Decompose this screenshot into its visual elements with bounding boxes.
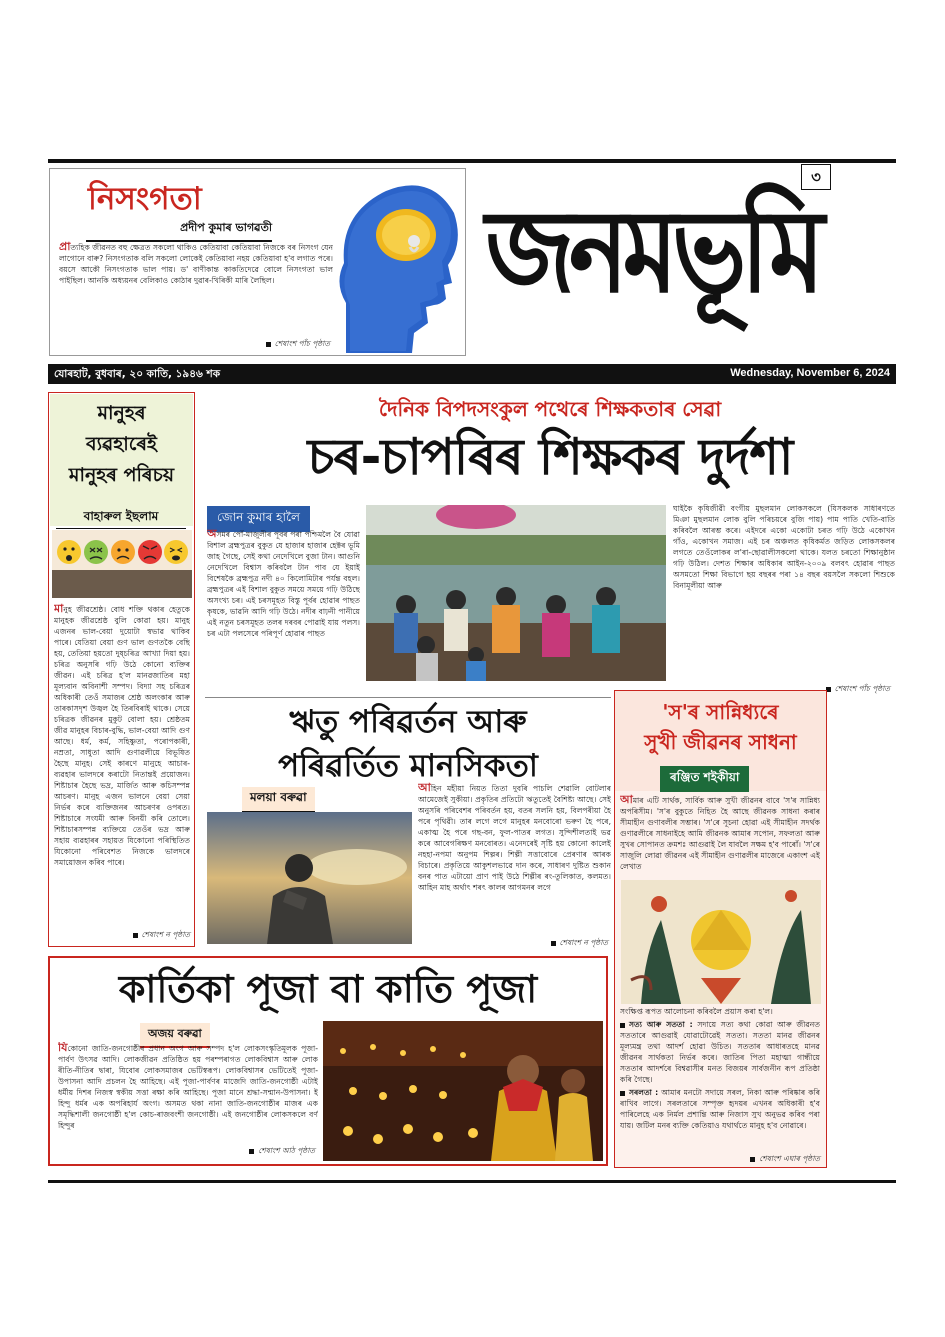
head-illustration [336, 173, 464, 353]
teaser-author-name: প্ৰদীপ কুমাৰ ভাগৱতী [180, 221, 272, 234]
right-contd-text: শেষাংশ এঘাৰ পৃষ্ঠাত [759, 1154, 820, 1163]
lead-divider [205, 697, 611, 698]
teaser-title: নিসংগতা [88, 181, 202, 217]
lead-body-left [207, 528, 360, 686]
right-illustration [621, 880, 821, 1004]
emoji-faces-image [52, 530, 192, 598]
teaser-body [59, 241, 333, 341]
page-number: ৩ [811, 168, 821, 186]
left-title-line-3: মানুহৰ পৰিচয় [68, 464, 175, 486]
p2-label: সৰলতা : [629, 1088, 659, 1097]
second-byline [242, 786, 315, 813]
right-text-top: মাৰ এটি সাৰ্থক, সাৰ্বিক আৰু সুখী জীৱনৰ বাবে 'স'ৰ সান্নিধ্য অপৰিসীম। 'স'ৰ বুকুতে নিহিত হৈ আছে জীৱনক সাধনা কৰাৰ সীমাহীন গুণাবলীৰ সম্ভাৰ। 'স'ৰে সূচনা হোৱা এই সীমাহীন সদৰ্থক গুণাৱলীৰে সাধনাইহে আমি জীৱনক আমাৰ সপোন, সফলতা আৰু সুখৰ সোপানত ক্ৰমশঃ আগুৱাই লৈ যাবলৈ সক্ষম হ'ব পাৰোঁ। 'স'ৰে সাজুলি লোৱা জীৱনৰ এই সীমাহীন গুণাৱলীৰ মাজেৰে একাংশ এই লেখাত [620, 796, 820, 871]
left-contd [60, 930, 190, 942]
second-body [418, 782, 611, 934]
right-contd [680, 1154, 820, 1166]
second-headline-line-1: ঋতু পৰিৱৰ্তন আৰু [289, 704, 527, 740]
bottom-rule [48, 1180, 896, 1183]
teaser-contd-text: শেষাংশ পাঁচ পৃষ্ঠাত [274, 339, 330, 348]
left-title [50, 398, 193, 491]
second-text: হিন মহীয়া নিয়ত তিতা দুবৰি পাচলি শেৱালি বোটলাৰ আমেজেই সুকীয়া। প্ৰকৃতিৰ প্ৰতিটো ঋতুতেই বৈশিষ্ট্য আছে। সেই অনুসৰি পৰিবেশৰ পৰিবৰ্তন হয়, বতৰ সলনি হয়, বিলপৰীয়া হৈ পৰে পৃথিৱী। তাৰ লগে লগে মানুহৰ মনবোৰো ভৰুণ হৈ পৰে, একাত্ম হৈ পৰে গছ-বন, ফুল-পাতৰ লগত। সুন্দিশীলতাই ভৱ কৰে আবেগৰিক্ষণ মনবোৰত। এনেদৰেই সৃষ্টি হয় কোনো কালেই নহহা-নপমা অনুপম শিল্পৰ। শিল্পী সত্তাবোৰে প্ৰেৰণাৰ আৰক বিচাৰে। প্ৰকৃতিয়ে আকুশলভাৱে দান কৰে, সাধাৰণ দুষ্টিত শুকান বনৰ পাত এটায়ো প্ৰাণ পাই উঠে শিল্পীৰ ৰং-তুলিকাত, কলমত। আহিন মাহ অৰ্থাৎ শৰৎ কালৰ আগমনৰ লগে [418, 784, 611, 892]
right-body-top [620, 794, 820, 876]
lead-text-right: ঘাইকৈ কৃষিজীৱী বংগীয় মুছলমান লোকসকলে (যিসকলক সাধাৰণতে মিঞা মুছলমান লোক বুলি পৰিচয়ৰে বুজি পায়) পাম পাতি খেতি-বাতি কৰিবলৈ আৰম্ভ কৰে। এইদৰে একো একোটা চৰত গঢ়ি উঠে একোখন গাঁও, একোখন সমাজ। এই চৰ অঞ্চলত কৃষিকৰ্মত জড়িত লোকসকলৰ লগতে তেওঁলোকৰ ল'ৰা-ছোৱালীসকলো থাকে। যলত চৰতো শিক্ষানুষ্ঠান গঢ়ি উঠিল। দেশত শিক্ষাৰ অধিকাৰ আইন-২০০৯ বলবৎ হোৱাৰ পাছত অসমতো শিক্ষা বিভাগে ছয় বছৰৰ পৰা ১৪ বছৰ বয়সলৈ সকলো শিশুকে বিনামূলীয়া আৰু [673, 504, 895, 590]
lead-body-right [673, 503, 895, 675]
left-contd-text: শেষাংশ ন পৃষ্ঠাত [141, 930, 190, 939]
lead-photo [366, 505, 666, 681]
p1-label: সত্য আৰু সততা : [629, 1020, 693, 1029]
second-contd [470, 938, 608, 950]
lead-text-left: সমৰ পোঁ-মাজুলীৰ পূবৰ পৰা পশ্চিমলৈ বৈ যোৱা বিশাল ব্ৰহ্মপুত্ৰৰ বুকুত যে হাজাৰ হাজাৰ হেক্টৰ ভূমি জাহ গৈছে, সেই কথা নেদেখিলে বুজা টান। আগুনি নেদেখিলে বিশ্বাস কৰিবলৈ টান পাব যে ইয়াই বিশেষকৈ ব্ৰহ্মপুত্ৰ নদী ৪০ কিলোমিটাৰ পৰ্যন্ত বহল। ব্ৰহ্মপুত্ৰৰ এই বিশাল বুকুত সময়ে সময়ে গঢ়ি উঠিছে অসংখ্য চৰ। এই চৰসমূহত বিস্তু পূৰ্বৰ হোৱাৰ পাছত কৃষকে, ভাৱনি আদি গঢ়ি উঠে। নদীৰ বাঢ়নী পানীয়ে এই নতুন চৰসমূহত তলৰ দৰবৰ পোৱাই যায় পলস। চৰ এটা পলসেৰে পৰিপূৰ্ণ হোৱাৰ পাছত [207, 530, 360, 638]
left-author [56, 508, 186, 529]
teaser-contd [200, 339, 330, 351]
p2-text: আমাৰ মনটো সদায়ে সৰল, নিকা আৰু পৰিষ্কাৰ কৰি ৰাখিব লাগে। সৰলতাৰে সম্পৃক্ত হৃদয়ৰ এখনৰ অধিকাৰী হ'ব পাৰিলেহে এক নিৰ্মল প্ৰশান্তি আৰু নিজাস সুখ অনুভৱ কৰিব পৰা যায়। জটিল মনৰ ব্যক্তি কেতিয়াও যথাৰ্থতে মানুহ হ'ব নোৱাৰে। [620, 1088, 820, 1130]
teaser-text: ত্যহিক জীৱনত বহু ক্ষেত্ৰত সকলো থাকিও কেতিয়াবা কেতিয়াবা নিজকে বৰ নিসংগ যেন লাগোনে বাৰু? নিসংগতাক বলি সকলো লোকেই কেতিয়াবা নহয় কেতিয়াবা হ'ব লগাত পৰে। বয়সে আকৌ নিসংগতাক ভাল পায়। ড' বাণীকান্ত কাকতিদেৱে বোলে নিসংগতা ভাল পাইছিল। আনকি অধ্যয়নৰ বেলিকাও কোঠাৰ দুৱাৰ-খিৰিকী মাৰি লৈছিল। [59, 243, 333, 285]
square-icon [249, 1149, 254, 1154]
bottom-dropcap: যি [58, 1042, 68, 1054]
lead-headline: চৰ-চাপৰিৰ শিক্ষকৰ দুৰ্দশা [307, 428, 793, 486]
teaser-box [49, 168, 466, 356]
bottom-contd [150, 1146, 315, 1158]
square-icon [266, 342, 271, 347]
left-text: নুহ জীৱশ্ৰেষ্ঠ। বোধ শক্তি থকাৰ হেতুকে মানুহক জীৱশ্ৰেষ্ঠ বুলি কোৱা হয়। মানুহ এজনৰ ভাল-বেয়া দুয়োটা স্বভাৱ থাকিব পাৰে। যেতিয়া বেয়া গুণ ভাল গুণতকৈ বেছি হয়, তেতিয়া হয়তো দুষ্চৰিত্ৰ আখ্যা দিয়া হয়। চৰিত্ৰ অনুসৰি গঢ়ি উঠে কোনো ব্যক্তিৰ জীৱন। এই চৰিত্ৰ হ'ল মানৱজাতিৰ মহা মূল্যবান অবিনাশী সম্পদ। বিদ্যা সহ চৰিত্ৰৰ অধিকাৰী তেওঁ সমাজৰ শ্ৰেষ্ঠ অলংকাৰ আৰু তাৰকাসদৃশ উজ্বল হৈ তিৰবিৰাই থাকে। সেয়ে চৰিত্ৰক জীৱনৰ মুকুট বোলা হয়। শ্ৰেষ্ঠতম জীৱ মানুহৰ বিচাৰ-বুদ্ধি, ভাল-বেয়া আদি গুণ আছে। ধৰ্ম, কৰ্ম, সহিষ্ণুতা, পৰোপকাৰী, নম্ৰতা, সাধুতা আদি গুণাৱলীয়ে বিভূষিত হৈছে মানুহ। সেই কাৰণে মানুহে আচাৰ-ব্যৱহাৰ ভালদৰে কৰাটো নিতান্তই প্ৰয়োজন। শিষ্টাচাৰ হৈছে ভদ্ৰ, মাৰ্জিত আৰু কচিসম্পন্ন আচৰণ। মানুহ এজন ভালনে বেয়া সেয়া নিৰ্ভৰ কৰে ব্যক্তিজনৰ আচৰণৰ ওপৰত। শিষ্টাচাৰে সংযমী আৰু বিনয়ী কৰি তোলে। শিষ্টাচাৰসম্পন্ন ব্যক্তিয়ে তেওঁৰ ভদ্ৰ আৰু সহায় ব্যৱহাৰৰ সহায়ত যিকোনো পৰিস্থিতিত যিকোনো পৰিবেশত নিজকে ভালদৰে সমায়োজন কৰিব পাৰে। [54, 605, 190, 867]
second-photo [207, 812, 412, 944]
right-dropcap: আ [620, 794, 633, 806]
bottom-text: কোনো জাতি-জনগোষ্ঠীৰ প্ৰধান অংগ আৰু সম্পদ হ'ল লোকসংস্কৃতিমূলক পূজা-পাৰ্বণ উৎসৱ আদি। লোকজীৱন প্ৰতিষ্ঠিত হয় পৰম্পৰাগত লোকবিশ্বাস আৰু লোক ৰীতি-নীতিৰ দ্বাৰা, যিবোৰ লোকসমাজৰ ভেটিস্বৰূপ। লোকবিশ্বাসৰ ভেটিতেই পূজা-উপাসনা আদি প্ৰচলন হৈ আহিছে। এই পূজা-পাৰ্বণৰ মাজেদি জাতি-জনগোষ্ঠী এটাই ধৰ্মীয় দিশৰ নিজস্ব স্বকীয় সত্তা ৰক্ষা কৰি আহিছে। পূজা মানে শ্ৰদ্ধা-সন্মান-উপাসনা। ই হিন্দু ধৰ্মৰ এক অপৰিহাৰ্য অংগ। অসমত থকা নানা জাতি-জনগোষ্ঠীৰ মাজৰ এক সমৃদ্ধিশালী জনগোষ্ঠী হ'ল কোচ-ৰাজবংশী জনগোষ্ঠী। এই জনগোষ্ঠীৰ লোকসকলে বৰ্ণ হিন্দুৰ [58, 1044, 318, 1130]
bottom-contd-text: শেষাংশ আঠ পৃষ্ঠাত [258, 1146, 315, 1155]
left-author-name: বাহাৰুল ইছলাম [83, 509, 159, 523]
square-icon [133, 933, 138, 938]
left-body [54, 603, 190, 923]
square-icon [750, 1157, 755, 1162]
right-intro: সংক্ষিপ্ত ৰূপত আলোচনা কৰিবলৈ প্ৰয়াস কৰা হ'ল। [620, 1007, 773, 1016]
right-body-bottom [620, 1006, 820, 1156]
lead-kicker: দৈনিক বিপদসংকুল পথেৰে শিক্ষকতাৰ সেৱা [378, 397, 722, 421]
date-english: Wednesday, November 6, 2024 [730, 367, 890, 379]
lead-dropcap: অ [207, 528, 217, 540]
left-dropcap: মা [54, 603, 64, 615]
bottom-photo [323, 1021, 603, 1161]
second-headline-line-2: পৰিৱৰ্তিত মানসিকতা [278, 748, 538, 784]
second-contd-text: শেষাংশ ন পৃষ্ঠাত [559, 938, 608, 947]
right-byline [660, 766, 749, 792]
square-icon [620, 1091, 625, 1096]
date-local: যোৰহাট, বুধবাৰ, ২০ কাতি, ১৯৪৬ শক [54, 368, 221, 380]
teaser-author [86, 219, 272, 242]
p1-text: সদায়ে সত্য কথা কোৱা আৰু জীৱনত সততাৰে আগুৱাই যোৱাটোৱেই সততা। সততা মানৱ জীৱনৰ মূল্যমন্ত্ৰ তথা আদৰ্শ হোৱা উচিত। সততাৰ আধাৰতহে মানৱ জীৱনৰ সাৰ্থকতা নিৰ্ভৰ কৰে। জাতিৰ পিতা মহাত্মা গান্ধীয়ে সততাৰ আদৰ্শৰে বিশ্বৱাসীৰ মনত বিজয়ৰ সাৰ্বজনীন ৰূপ প্ৰতিষ্ঠা কৰি গৈছে। [620, 1020, 820, 1084]
lead-contd-text: শেষাংশ পাঁচ পৃষ্ঠাত [834, 684, 890, 693]
right-title [614, 697, 827, 757]
left-title-line-1: মানুহৰ [97, 402, 146, 424]
bottom-author: অজয় বৰুৱা [140, 1023, 210, 1048]
top-rule [48, 159, 896, 163]
masthead-title: জনমভূমি [485, 184, 819, 319]
teaser-dropcap: প্ৰা [59, 241, 71, 253]
square-icon [620, 1023, 625, 1028]
second-headline [205, 700, 611, 788]
bottom-body [58, 1042, 318, 1150]
left-title-line-2: ব্যৱহাৰেই [86, 433, 157, 455]
second-author: মলয়া বৰুৱা [242, 787, 315, 813]
lead-author: জোন কুমাৰ হালৈ [207, 506, 310, 532]
bottom-headline: কাৰ্তিকা পূজা বা কাতি পূজা [118, 967, 538, 1011]
right-title-line-1: 'স'ৰ সান্নিধ্যৰে [662, 700, 779, 724]
right-author: ৰঞ্জিত শইকীয়া [660, 766, 749, 792]
right-title-line-2: সুখী জীৱনৰ সাধনা [644, 730, 797, 754]
second-dropcap: আ [418, 782, 431, 794]
square-icon [551, 941, 556, 946]
